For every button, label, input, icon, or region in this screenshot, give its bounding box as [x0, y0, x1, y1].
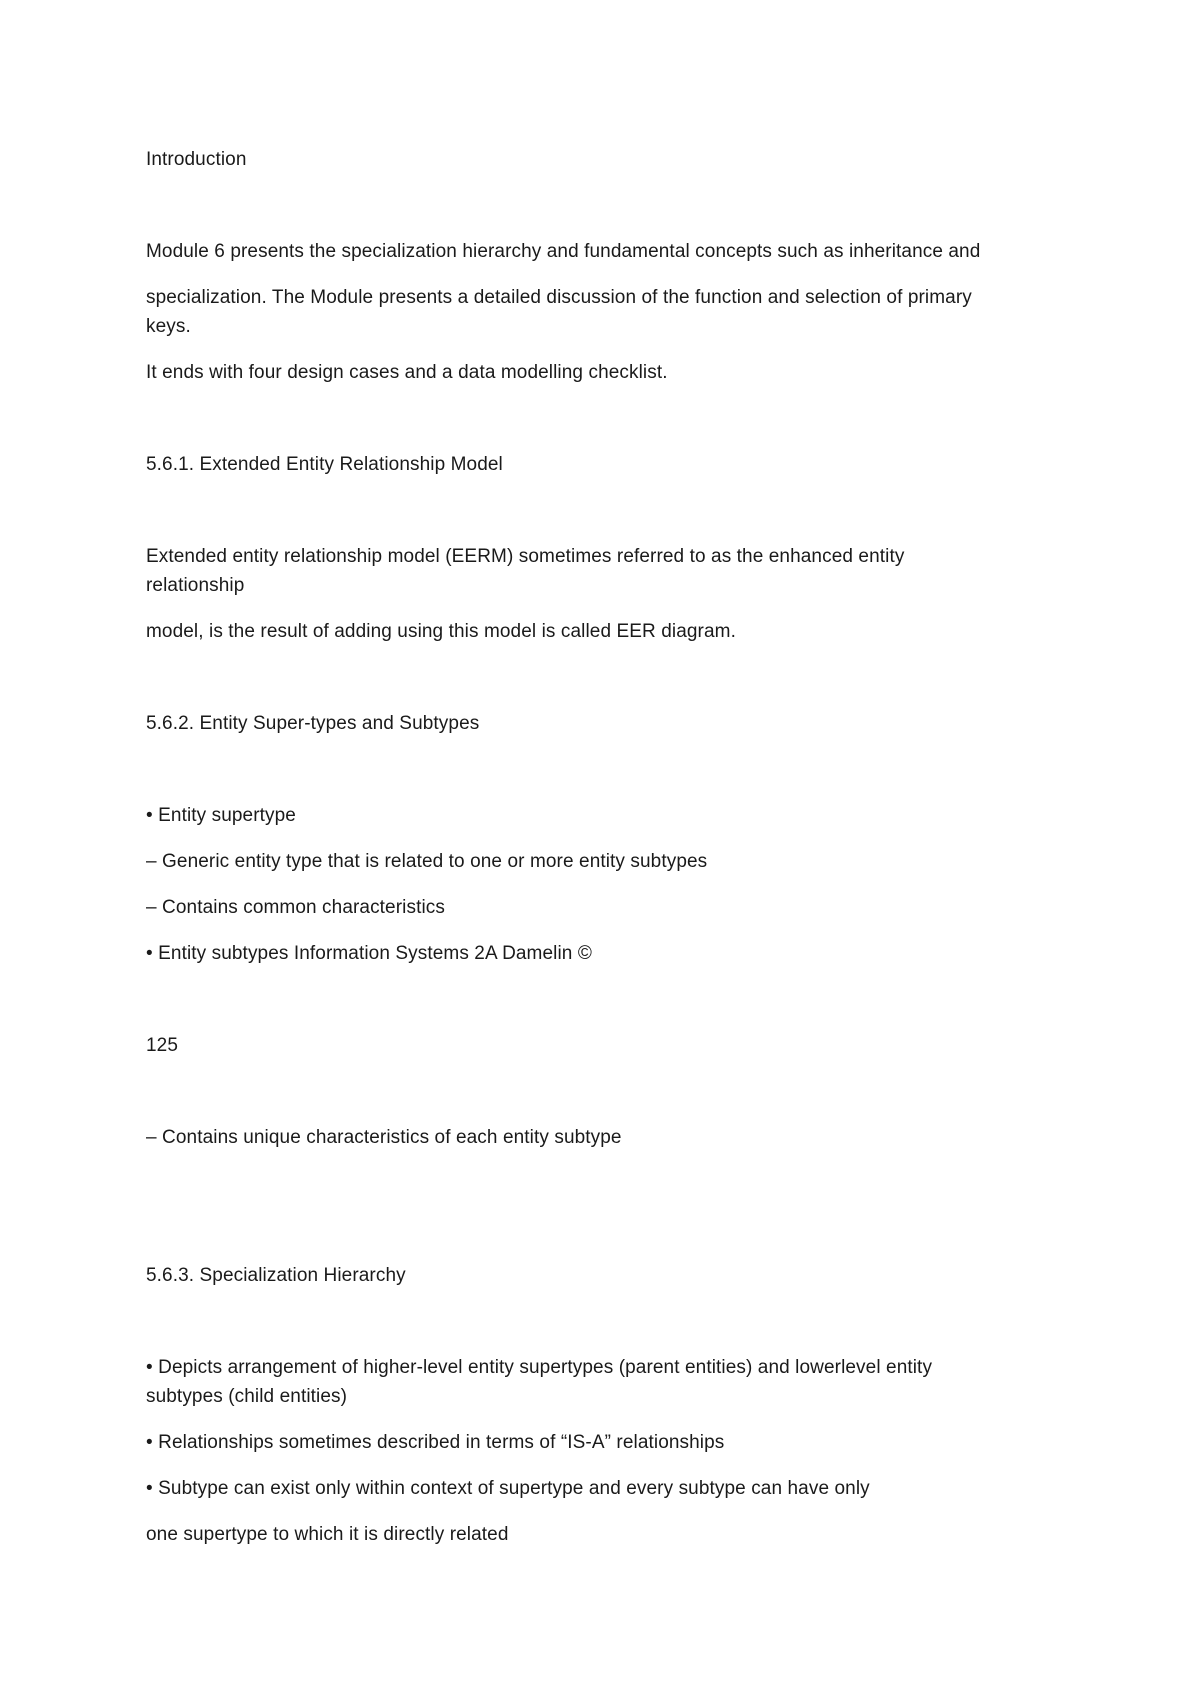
page-number: 125	[146, 1035, 179, 1056]
section-heading-5-6-2: 5.6.2. Entity Super-types and Subtypes	[146, 713, 480, 734]
list-item-depicts-arrangement-line-2: subtypes (child entities)	[146, 1386, 348, 1407]
section-heading-5-6-3: 5.6.3. Specialization Hierarchy	[146, 1265, 406, 1286]
intro-paragraph-line-2: specialization. The Module presents a detailed discussion of the function and selection of primary	[146, 287, 972, 308]
section1-paragraph-line-1: Extended entity relationship model (EERM) sometimes referred to as the enhanced entity	[146, 546, 905, 567]
list-item-subtype-context-continued: one supertype to which it is directly related	[146, 1524, 509, 1545]
intro-heading: Introduction	[146, 149, 247, 170]
list-item-depicts-arrangement-line-1: • Depicts arrangement of higher-level entity supertypes (parent entities) and lowerlevel entity	[146, 1357, 933, 1378]
section-heading-5-6-1: 5.6.1. Extended Entity Relationship Model	[146, 454, 503, 475]
section1-paragraph-2: model, is the result of adding using this model is called EER diagram.	[146, 621, 736, 642]
list-item-generic-entity: – Generic entity type that is related to one or more entity subtypes	[146, 851, 708, 872]
section1-paragraph-line-2: relationship	[146, 575, 245, 596]
list-item-unique-characteristics: – Contains unique characteristics of each entity subtype	[146, 1127, 622, 1148]
intro-paragraph-2: It ends with four design cases and a data modelling checklist.	[146, 362, 668, 383]
list-item-entity-supertype: • Entity supertype	[146, 805, 296, 826]
intro-paragraph-line-1: Module 6 presents the specialization hierarchy and fundamental concepts such as inheritance and	[146, 241, 981, 262]
list-item-entity-subtypes: • Entity subtypes Information Systems 2A Damelin ©	[146, 943, 592, 964]
list-item-is-a-relationships: • Relationships sometimes described in terms of “IS-A” relationships	[146, 1432, 725, 1453]
list-item-subtype-context: • Subtype can exist only within context of supertype and every subtype can have only	[146, 1478, 870, 1499]
intro-paragraph-line-3: keys.	[146, 316, 191, 337]
list-item-common-characteristics: – Contains common characteristics	[146, 897, 445, 918]
